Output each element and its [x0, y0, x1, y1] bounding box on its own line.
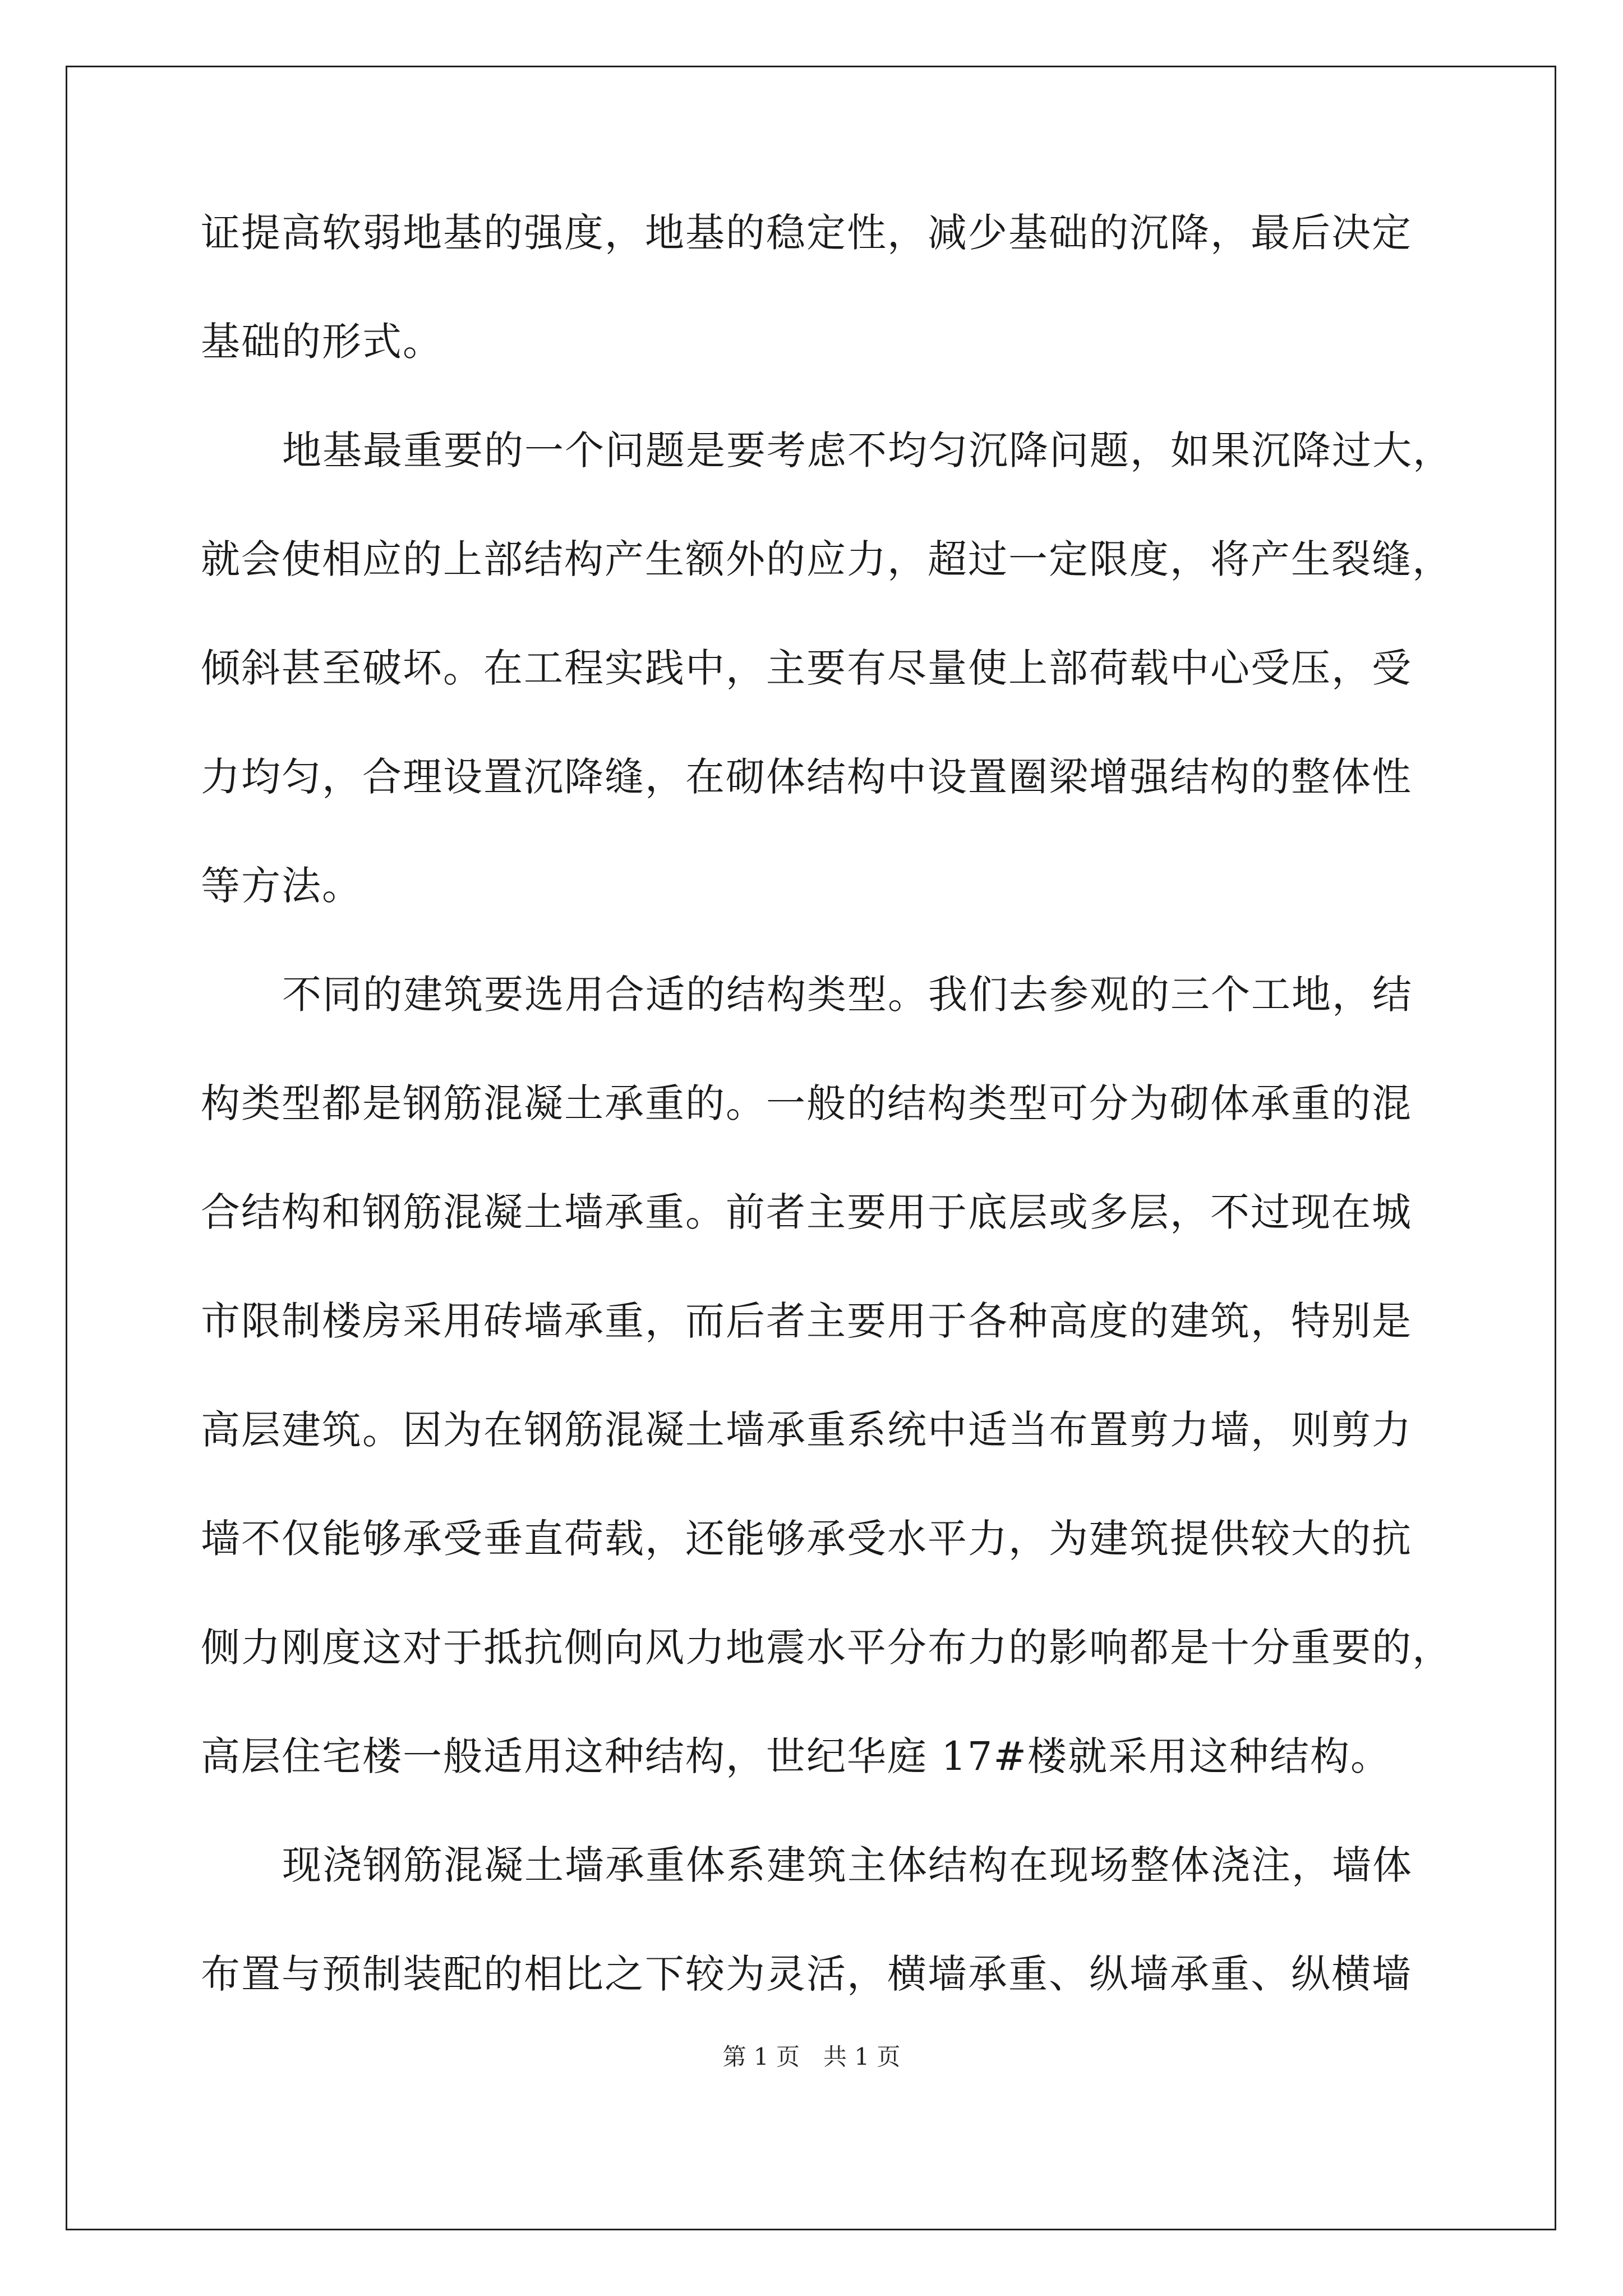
text-line: 高层住宅楼一般适用这种结构，世纪华庭 17#楼就采用这种结构。	[201, 1733, 1391, 1779]
text-line: 就会使相应的上部结构产生额外的应力，超过一定限度，将产生裂缝，	[201, 536, 1453, 582]
text-line: 力均匀，合理设置沉降缝，在砌体结构中设置圈梁增强结构的整体性	[201, 754, 1412, 800]
text-line: 侧力刚度这对于抵抗侧向风力地震水平分布力的影响都是十分重要的，	[201, 1625, 1453, 1671]
text-line: 证提高软弱地基的强度，地基的稳定性，减少基础的沉降，最后决定	[201, 210, 1412, 256]
paragraph-first-line: 现浇钢筋混凝土墙承重体系建筑主体结构在现场整体浇注，墙体	[282, 1842, 1413, 1888]
text-line: 墙不仅能够承受垂直荷载，还能够承受水平力，为建筑提供较大的抗	[201, 1516, 1412, 1562]
text-line: 高层建筑。因为在钢筋混凝土墙承重系统中适当布置剪力墙，则剪力	[201, 1407, 1412, 1453]
paragraph-first-line: 不同的建筑要选用合适的结构类型。我们去参观的三个工地，结	[282, 972, 1413, 1018]
text-line: 合结构和钢筋混凝土墙承重。前者主要用于底层或多层，不过现在城	[201, 1189, 1412, 1235]
text-line: 基础的形式。	[201, 319, 443, 365]
text-line: 倾斜甚至破坏。在工程实践中，主要有尽量使上部荷载中心受压，受	[201, 645, 1412, 691]
page-number-footer: 第 1 页 共 1 页	[722, 2043, 901, 2070]
text-line: 等方法。	[201, 863, 362, 909]
document-body	[201, 210, 1453, 1997]
paragraph-first-line: 地基最重要的一个问题是要考虑不均匀沉降问题，如果沉降过大，	[282, 427, 1453, 473]
text-line: 布置与预制装配的相比之下较为灵活，横墙承重、纵墙承重、纵横墙	[201, 1951, 1412, 1997]
text-line: 市限制楼房采用砖墙承重，而后者主要用于各种高度的建筑，特别是	[201, 1298, 1412, 1344]
text-line: 构类型都是钢筋混凝土承重的。一般的结构类型可分为砌体承重的混	[201, 1080, 1412, 1126]
